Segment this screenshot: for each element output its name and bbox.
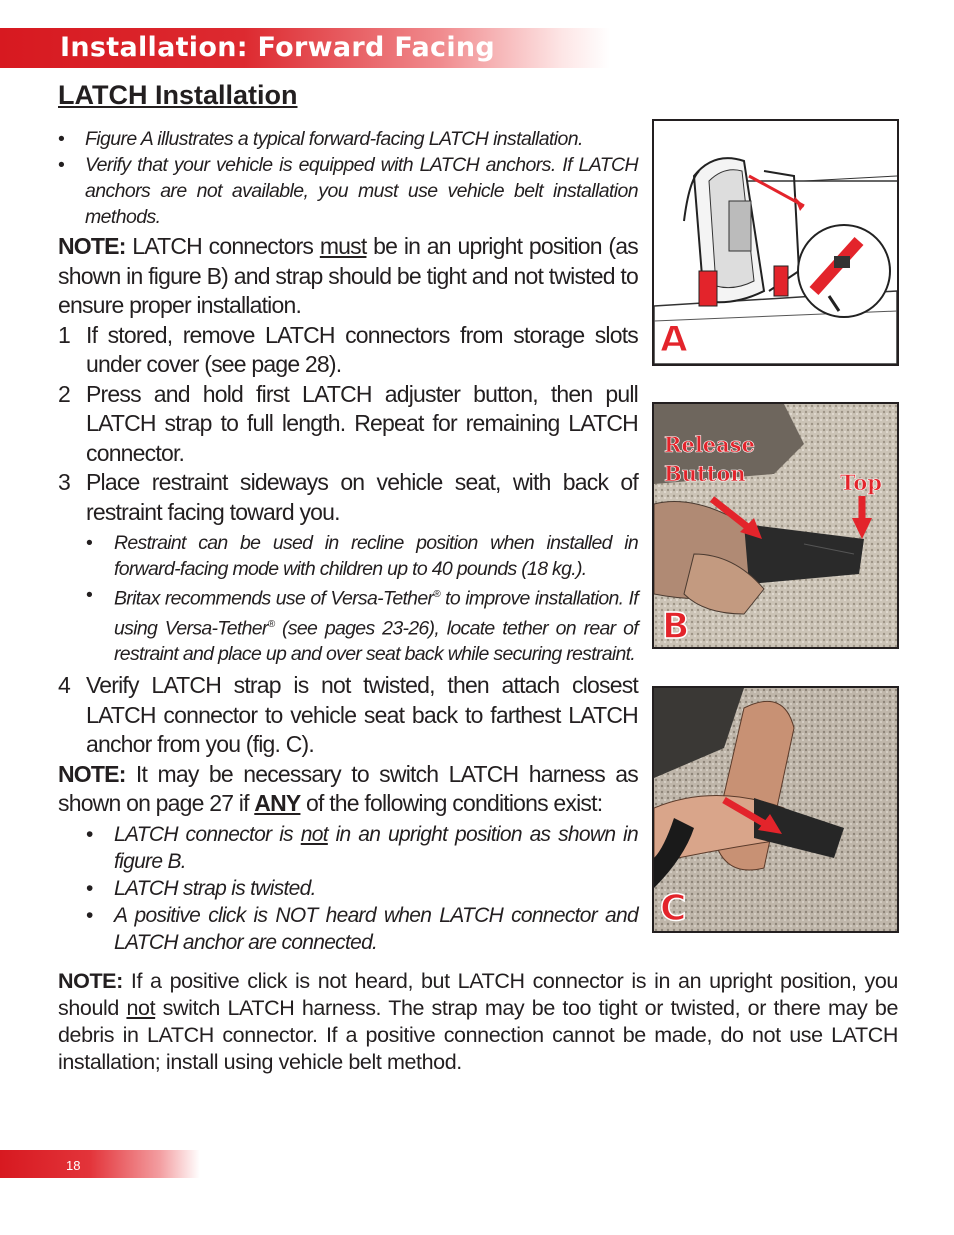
condition-bullet: • LATCH connector is not in an upright position as shown in figure B. [86, 821, 638, 875]
condition-bullet: • A positive click is NOT heard when LATCH connector and LATCH anchor are connected. [86, 902, 638, 956]
page-number: 18 [66, 1158, 81, 1173]
emphasis-text: not [126, 996, 156, 1020]
figure-c [652, 686, 899, 933]
section-title: LATCH Installation [58, 80, 298, 110]
figure-c-photo [654, 688, 897, 931]
release-button-label: Release Button [664, 432, 755, 486]
step-item: 2 Press and hold first LATCH adjuster button, then pull LATCH strap to full length. Repeat for remaining LATCH connector. [58, 380, 638, 466]
step-item: 1 If stored, remove LATCH connectors from storage slots under cover (see page 28). [58, 321, 638, 377]
bullet-item: • Figure A illustrates a typical forward-facing LATCH installation. [58, 126, 638, 152]
figure-a-illustration [654, 121, 897, 364]
figure-b-letter: B [662, 606, 690, 647]
figure-b [652, 402, 899, 649]
main-text-column [58, 126, 638, 956]
emphasis-text: ANY [254, 790, 301, 816]
step-item: 3 Place restraint sideways on vehicle seat, with back of restraint facing toward you. [58, 469, 638, 525]
figure-a [652, 119, 899, 366]
note-label: NOTE: [58, 969, 123, 993]
note-paragraph: NOTE: LATCH connectors must be in an upright position (as shown in figure B) and strap should be tight and not twisted to ensure proper installation. [58, 233, 638, 318]
figure-a-letter: A [660, 319, 688, 360]
step-sub-bullet: • Britax recommends use of Versa-Tether® to improve installation. If using Versa-Tether® (see pages 23-26), locate tether on rear of restraint and place up and over seat back while securing restraint. [86, 582, 638, 667]
page-header-title: Installation: Forward Facing [60, 32, 496, 63]
note-paragraph: NOTE: It may be necessary to switch LATCH harness as shown on page 27 if ANY of the following conditions exist: [58, 760, 638, 816]
note-label: NOTE: [58, 760, 126, 787]
top-label: Top [840, 470, 882, 495]
condition-bullet: • LATCH strap is twisted. [86, 875, 638, 902]
footer-bar [0, 1150, 200, 1178]
bullet-item: • Verify that your vehicle is equipped with LATCH anchors. If LATCH anchors are not available, you must use vehicle belt installation methods. [58, 152, 638, 230]
emphasis-text: must [319, 233, 367, 259]
step-sub-bullet: • Restraint can be used in recline position when installed in forward-facing mode with children up to 40 pounds (18 kg.). [86, 530, 638, 582]
final-note: NOTE: If a positive click is not heard, but LATCH connector is in an upright position, you should not switch LATCH harness. The strap may be too tight or twisted, or there may be debris in LATCH connector. If a positive connection cannot be made, do not use LATCH installation; install using vehicle belt method. [58, 969, 898, 1074]
note-label: NOTE: [58, 233, 126, 259]
figure-c-letter: C [660, 888, 687, 929]
step-item: 4 Verify LATCH strap is not twisted, then attach closest LATCH connector to vehicle seat back to farthest LATCH anchor from you (fig. C). [58, 672, 638, 757]
